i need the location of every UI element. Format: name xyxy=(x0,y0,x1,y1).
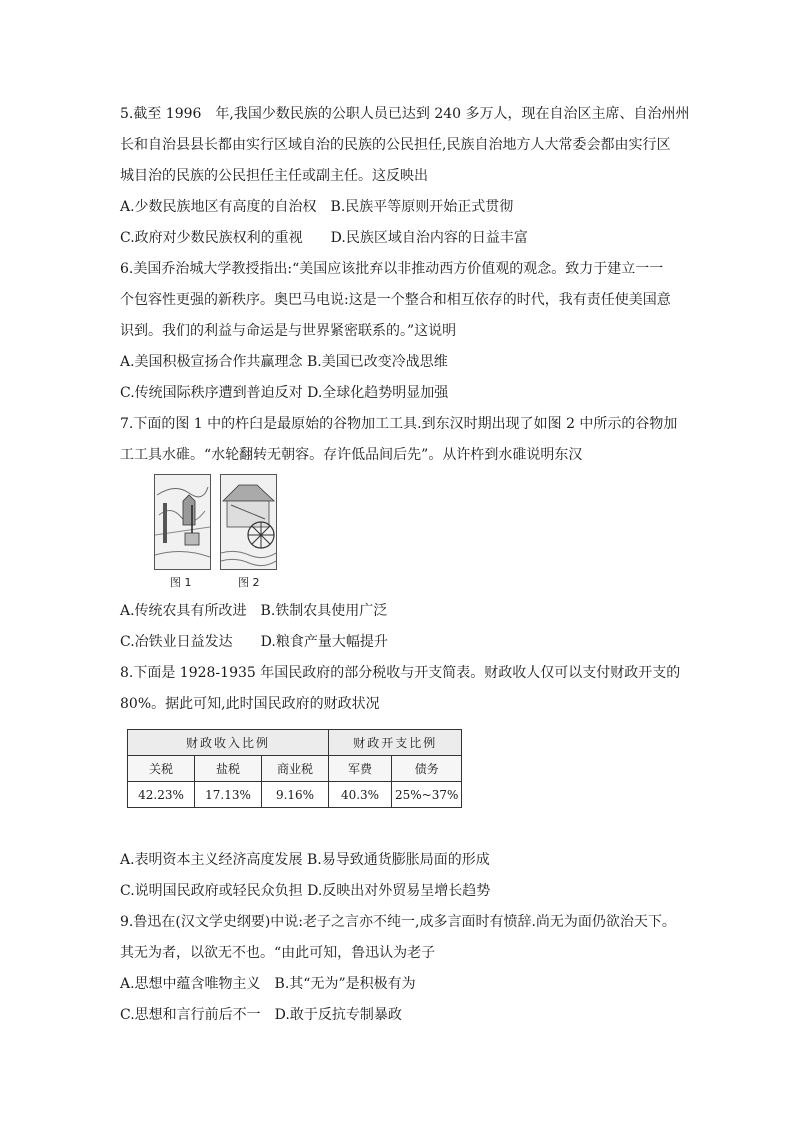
q6-stem-line-2: 个包容性更强的新秩序。奥巴马电说:这是一个整合和相互依存的时代，我有责任使美国意 xyxy=(120,292,671,308)
q8-stem-line-2: 80%。据此可知,此时国民政府的财政状况 xyxy=(120,696,380,712)
table-row xyxy=(128,782,462,808)
q7-options-cd: C.冶铁业日益发达 D.粮食产量大幅提升 xyxy=(120,634,388,650)
figure-2-water-mill-image xyxy=(220,474,277,570)
q7-options-ab: A.传统农具有所改进 B.铁制农具使用广泛 xyxy=(120,603,388,619)
q6-options-cd: C.传统国际秩序遭到普迫反对 D.全球化趋势明显加强 xyxy=(120,385,449,401)
figure-1-caption: 图 1 xyxy=(170,576,192,589)
q9-stem-line-2: 其无为者，以欲无不也。“由此可知，鲁迅认为老子 xyxy=(120,945,436,961)
q5-stem-line-2: 长和自治县县长都由实行区域自治的民族的公民担任,民族自治地方人大常委会都由实行区 xyxy=(120,137,671,153)
q7-stem-line-1: 7.下面的图 1 中的杵臼是最原始的谷物加工工具.到东汉时期出现了如图 2 中所示的谷物加 xyxy=(120,416,678,432)
value-debt: 25%~37% xyxy=(392,782,462,808)
finance-table xyxy=(127,729,462,808)
q5-options-ab: A.少数民族地区有高度的自治权 B.民族平等原则开始正式贯彻 xyxy=(120,199,514,215)
q9-options-cd: C.思想和言行前后不一 D.敢于反抗专制暴政 xyxy=(120,1007,402,1023)
header-commerce-tax: 商业税 xyxy=(262,756,329,782)
q6-options-ab: A.美国积极宣扬合作共赢理念 B.美国已改变冷战思维 xyxy=(120,354,448,370)
income-group-header: 财政收入比例 xyxy=(128,730,329,756)
q8-stem-line-1: 8.下面是 1928-1935 年国民政府的部分税收与开支简表。财政收人仅可以支付财政开支的 xyxy=(120,665,681,681)
header-salt-tax: 盐税 xyxy=(195,756,262,782)
q8-options-ab: A.表明资本主义经济高度发展 B.易导致通货膨胀局面的形成 xyxy=(120,852,490,868)
q5-options-cd: C.政府对少数民族权利的重视 D.民族区域自治内容的日益丰富 xyxy=(120,230,528,246)
q9-stem-line-1: 9.鲁迅在(汉文学史纲要)中说:老子之言亦不纯一,成多言面时有愤辞.尚无为面仍欲治天下。 xyxy=(120,914,676,930)
q5-stem-line-1: 5.截至 1996 年,我国少数民族的公职人员已达到 240 多万人，现在自治区主席、自治州州 xyxy=(120,106,690,122)
figure-2-caption: 图 2 xyxy=(238,576,260,589)
expense-group-header: 财政开支比例 xyxy=(329,730,462,756)
q9-options-ab: A.思想中蕴含唯物主义 B.其“无为”是积极有为 xyxy=(120,976,416,992)
value-tariff: 42.23% xyxy=(128,782,195,808)
table-subheader-row xyxy=(128,756,462,782)
value-military: 40.3% xyxy=(329,782,392,808)
table-group-header-row xyxy=(128,730,462,756)
value-salt-tax: 17.13% xyxy=(195,782,262,808)
q5-stem-line-3: 城目治的民族的公民担任主任或副主任。这反映出 xyxy=(120,168,428,184)
q7-figures xyxy=(154,474,274,590)
q7-stem-line-2: 工工具水碓。“水轮翻转无朝容。存许低品间后先”。从许杵到水碓说明东汉 xyxy=(120,447,583,463)
header-military: 军费 xyxy=(329,756,392,782)
header-tariff: 关税 xyxy=(128,756,195,782)
q8-options-cd: C.说明国民政府或轻民众负担 D.反映出对外贸易呈增长趋势 xyxy=(120,883,491,899)
value-commerce-tax: 9.16% xyxy=(262,782,329,808)
figure-1-mortar-pestle-image xyxy=(154,474,211,570)
q6-stem-line-3: 识到。我们的利益与命运是与世界紧密联系的。”这说明 xyxy=(120,323,457,339)
q6-stem-line-1: 6.美国乔治城大学教授指出:“美国应该批弃以非推动西方价值观的观念。致力于建立一一 xyxy=(120,261,664,277)
header-debt: 债务 xyxy=(392,756,462,782)
